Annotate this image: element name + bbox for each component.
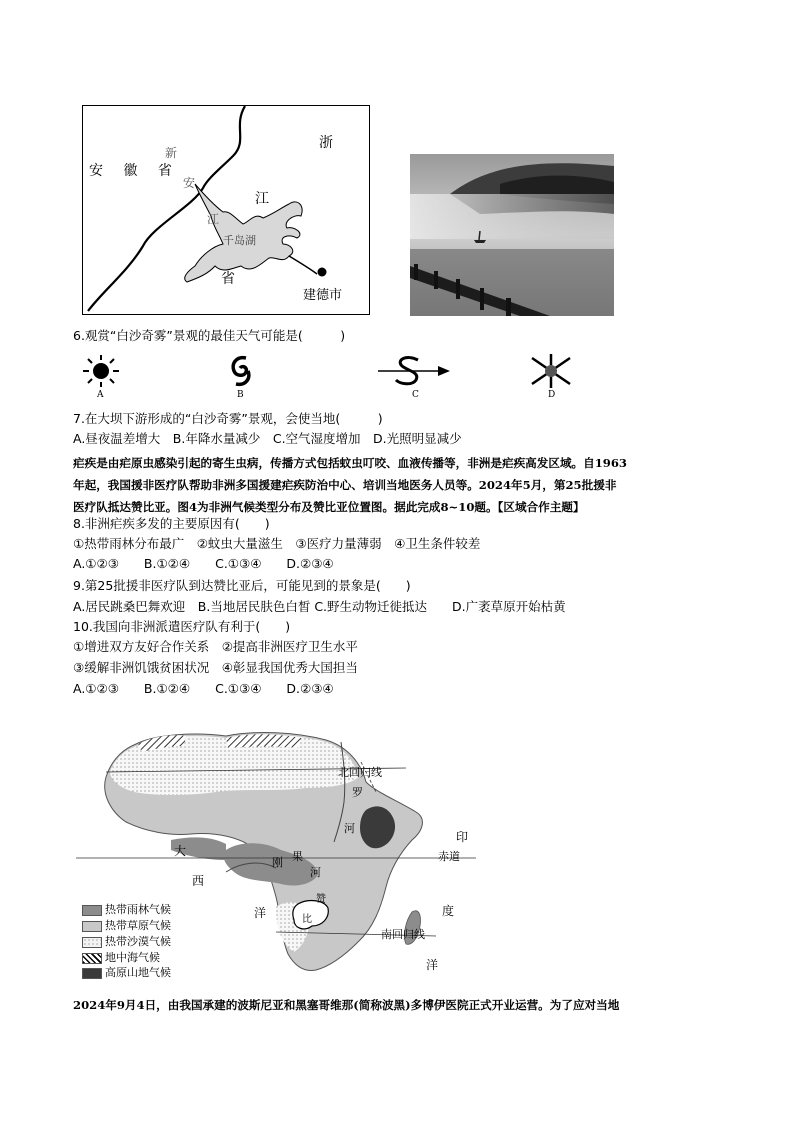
fog-lake-photo-drawing [410,154,614,316]
legend-desert [82,936,171,948]
legend-label-rainforest: 热带雨林气候 [105,903,171,916]
q10-items-2: ③缓解非洲饥饿贫困状况 ④彰显我国优秀大国担当 [73,660,358,675]
option-d-label: D [548,390,556,400]
sunny-icon [80,354,122,388]
fog-lake-photo [410,154,614,316]
legend-label-highland: 高原山地气候 [105,966,171,979]
sandstorm-icon [376,354,452,388]
legend-highland [82,967,171,979]
haze-icon [528,354,574,388]
q10-items-1: ①增进双方友好合作关系 ②提高非洲医疗卫生水平 [73,639,358,654]
qiandao-lake-map [82,105,370,315]
label-equator: 赤道 [438,850,460,863]
q6-stem: 6.观赏“白沙奇雾”景观的最佳天气可能是( ) [73,328,346,343]
label-nile-1: 罗 [352,786,363,799]
legend-savanna [82,920,171,932]
legend-label-mediterranean: 地中海气候 [105,951,160,964]
q7-options: A.昼夜温差增大 B.年降水量减少 C.空气湿度增加 D.光照明显减少 [73,431,462,446]
label-nile-2: 河 [344,822,355,835]
legend-rainforest [82,904,171,916]
malaria-intro-line-1: 疟疾是由疟原虫感染引起的寄生虫病，传播方式包括蚊虫叮咬、血液传播等，非洲是疟疾高发区域。自1963 [73,456,627,470]
label-lake: 千岛湖 [223,234,256,247]
label-jiang-river: 江 [207,212,220,226]
label-tropic-north: 北回归线 [338,766,382,779]
option-b-label: B [237,390,244,400]
label-zambia: 赞 [316,894,326,905]
legend-swatch-highland [82,968,102,979]
malaria-intro [73,452,723,518]
q10-stem: 10.我国向非洲派遣医疗队有利于( ) [73,619,291,634]
label-indian-2: 度 [442,904,455,918]
q9-options: A.居民跳桑巴舞欢迎 B.当地居民肤色白皙 C.野生动物迁徙抵达 D.广袤草原开始枯黄 [73,599,566,614]
option-a-label: A [97,390,104,400]
q8-stem: 8.非洲疟疾多发的主要原因有( ) [73,516,270,531]
doboj-hospital-intro-line-1: 2024年9月4日，由我国承建的波斯尼亚和黑塞哥维那(简称波黑)多博伊医院正式开业运营。为了应对当地 [73,998,620,1012]
label-an: 安 [183,176,196,190]
q6-weather-symbols [76,352,596,402]
legend-mediterranean [82,952,160,964]
label-tropic-south: 南回归线 [381,928,425,941]
label-atlantic-3: 洋 [254,906,267,920]
label-atlantic-1: 大 [174,844,187,858]
q8-items: ①热带雨林分布最广 ②蚊虫大量滋生 ③医疗力量薄弱 ④卫生条件较差 [73,536,481,551]
legend-swatch-desert [82,937,102,948]
label-atlantic-2: 西 [192,874,205,888]
label-indian-1: 印 [456,830,469,844]
label-jiande: 建德市 [303,288,343,303]
q9-stem: 9.第25批援非医疗队到达赞比亚后，可能见到的景象是( ) [73,578,411,593]
q7-stem: 7.在大坝下游形成的“白沙奇雾”景观，会使当地( ) [73,411,383,426]
label-jiang-province: 江 [255,191,269,207]
label-congo-3: 河 [310,866,321,879]
label-congo-2: 果 [292,850,303,863]
legend-swatch-rainforest [82,905,102,916]
legend-label-savanna: 热带草原气候 [105,919,171,932]
legend-swatch-mediterranean [82,953,102,964]
legend-swatch-savanna [82,921,102,932]
malaria-intro-line-2: 年起，我国援非医疗队帮助非洲多国援建疟疾防治中心、培训当地医务人员等。2024年5月，第25批援非 [73,478,617,492]
label-congo-1: 刚 [272,856,283,869]
label-xin: 新 [165,146,178,160]
label-zambia-2: 比 [302,914,312,925]
option-c-label: C [412,390,419,400]
doboj-hospital-intro [73,994,723,1016]
label-sheng: 省 [221,271,235,287]
label-anhui: 安 徽 省 [89,163,180,179]
typhoon-icon [226,354,256,388]
label-zhe: 浙 [319,135,333,151]
malaria-intro-line-3: 医疗队抵达赞比亚。图4为非洲气候类型分布及赞比亚位置图。据此完成8~10题。【区域合作主题】 [73,500,585,514]
q8-options: A.①②③ B.①②④ C.①③④ D.②③④ [73,556,334,571]
legend-label-desert: 热带沙漠气候 [105,935,171,948]
label-indian-3: 洋 [426,958,439,972]
q10-options: A.①②③ B.①②④ C.①③④ D.②③④ [73,681,334,696]
